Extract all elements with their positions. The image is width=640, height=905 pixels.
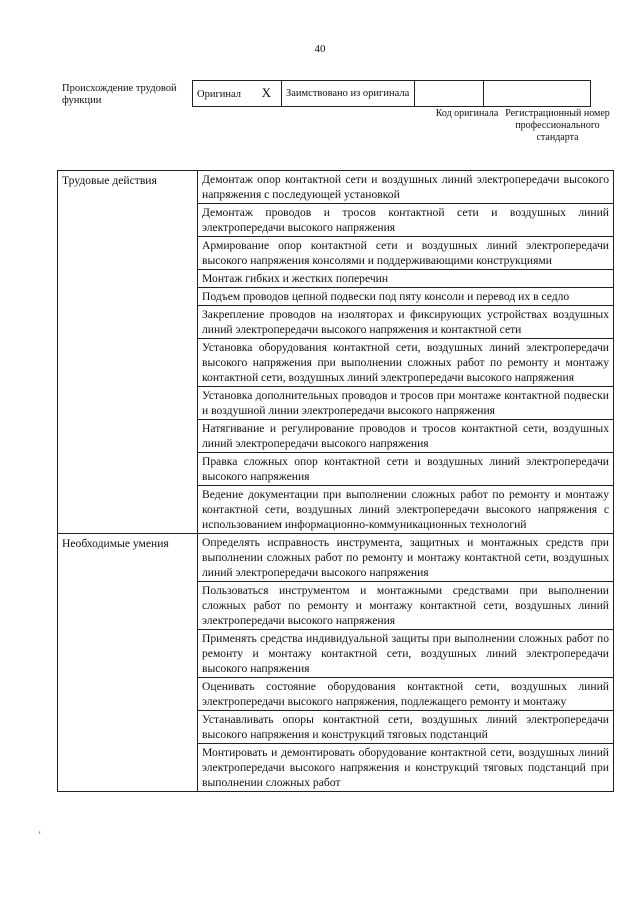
origin-label: Происхождение трудовой функции <box>62 83 177 106</box>
table-cell: Ведение документации при выполнении сложных работ по ремонту и монтажу контактной сети, воздушных линий электропередачи высокого напряжения с использованием информационно-коммуникационных технологий <box>198 486 614 534</box>
table-cell: Демонтаж проводов и тросов контактной сети и воздушных линий электропередачи высокого напряжения <box>198 204 614 237</box>
table-cell: Демонтаж опор контактной сети и воздушных линий электропередачи высокого напряжения с последующей установкой <box>198 171 614 204</box>
page-number: 40 <box>314 43 326 55</box>
code-cell <box>415 81 484 107</box>
table-cell: Армирование опор контактной сети и воздушных линий электропередачи высокого напряжения консолями и поддерживающими конструкциями <box>198 237 614 270</box>
table-cell: Натягивание и регулирование проводов и тросов контактной сети, воздушных линий электропередачи высокого напряжения <box>198 420 614 453</box>
borrowed-cell: Заимствовано из оригинала <box>282 81 415 107</box>
table-row <box>58 171 614 204</box>
table-cell: Подъем проводов цепной подвески под пяту консоли и перевод их в седло <box>198 288 614 306</box>
table-cell: Установка дополнительных проводов и тросов при монтаже контактной подвески и воздушной линии электропередачи высокого напряжения <box>198 387 614 420</box>
reg-caption: Регистрационный номер профессионального стандарта <box>505 108 610 143</box>
functions-table <box>57 170 614 792</box>
section-heading: Необходимые умения <box>58 534 198 792</box>
table-cell: Правка сложных опор контактной сети и воздушных линий электропередачи высокого напряжения <box>198 453 614 486</box>
original-cell <box>193 81 282 107</box>
table-cell: Оценивать состояние оборудования контактной сети, воздушных линий электропередачи высокого напряжения, подлежащего ремонту и монтажу <box>198 678 614 711</box>
table-cell: Закрепление проводов на изоляторах и фиксирующих устройствах воздушных линий электропередачи высокого напряжения и контактной сети <box>198 306 614 339</box>
table-row <box>58 534 614 582</box>
table-cell: Пользоваться инструментом и монтажными средствами при выполнении сложных работ по ремонту и монтажу контактной сети, воздушных линий электропередачи высокого напряжения <box>198 582 614 630</box>
margin-mark: ' <box>39 830 41 840</box>
table-cell: Применять средства индивидуальной защиты при выполнении сложных работ по ремонту и монтажу контактной сети, воздушных линий электропередачи высокого напряжения <box>198 630 614 678</box>
section-heading: Трудовые действия <box>58 171 198 534</box>
original-label: Оригинал <box>197 89 241 100</box>
table-cell: Определять исправность инструмента, защитных и монтажных средств при выполнении сложных работ по ремонту и монтажу контактной сети, воздушных линий электропередачи высокого напряжения <box>198 534 614 582</box>
table-cell: Монтаж гибких и жестких поперечин <box>198 270 614 288</box>
reg-number-cell <box>484 81 591 107</box>
table-cell: Установка оборудования контактной сети, воздушных линий электропередачи высокого напряжения при выполнении сложных работ по ремонту и монтажу контактной сети, воздушных линий электропередачи высокого напряжения <box>198 339 614 387</box>
original-mark: X <box>261 85 272 100</box>
origin-table <box>192 80 591 107</box>
table-cell: Устанавливать опоры контактной сети, воздушных линий электропередачи высокого напряжения и конструкций тяговых подстанций <box>198 711 614 744</box>
code-caption: Код оригинала <box>435 108 499 119</box>
table-cell: Монтировать и демонтировать оборудование контактной сети, воздушных линий электропередачи высокого напряжения и конструкций тяговых подстанций при выполнении сложных работ <box>198 744 614 792</box>
